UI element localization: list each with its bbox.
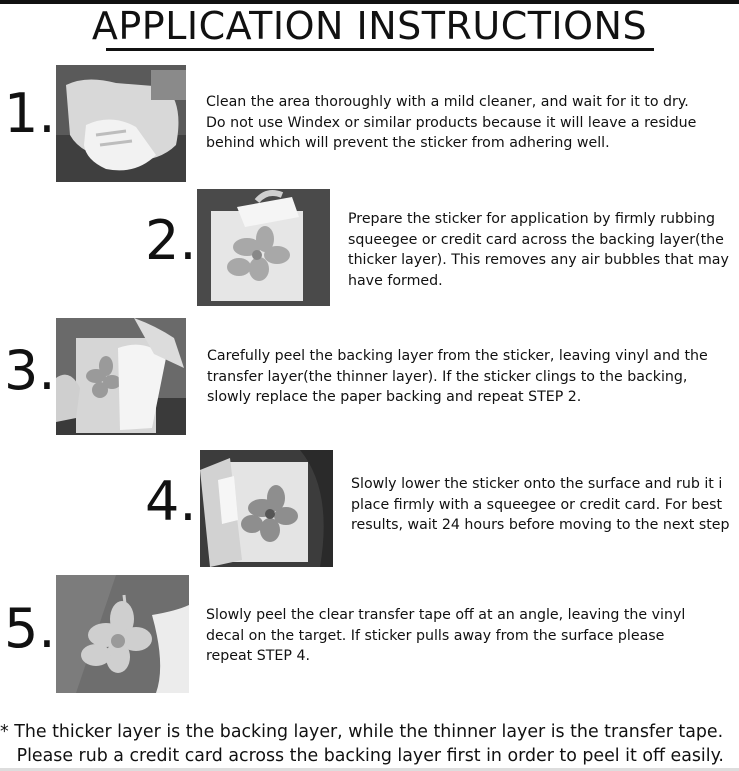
step-description: Prepare the sticker for application by firmly rubbing squeegee or credit card across the backing layer(the thicker layer). This removes any air bubbles that may have formed. (348, 211, 729, 289)
step-number: 1. (4, 82, 56, 145)
step-number: 2. (145, 209, 197, 272)
step-description: Carefully peel the backing layer from the sticker, leaving vinyl and the transfer layer(the thinner layer). If the sticker clings to the backing, slowly replace the paper backing and repeat STEP 2. (207, 348, 708, 405)
title-underline (106, 48, 654, 51)
step-description: Clean the area thoroughly with a mild cleaner, and wait for it to dry. Do not use Windex or similar products because it will leave a residue behind which will prevent the sticker from adhering well. (206, 94, 697, 151)
step-5-photo-finished (56, 575, 189, 693)
step-number: 5. (4, 597, 56, 660)
page-title: APPLICATION INSTRUCTIONS (91, 4, 648, 48)
step-3-photo-peeling (56, 318, 186, 435)
step-4-photo-applying (200, 450, 333, 567)
step-2-photo-squeegee (197, 189, 330, 306)
step-1-photo-cleaning (56, 65, 186, 182)
step-description: Slowly peel the clear transfer tape off at an angle, leaving the vinyl decal on the target. If sticker pulls away from the surface please repeat STEP 4. (206, 607, 686, 664)
step-number: 4. (145, 470, 197, 533)
footnote: * The thicker layer is the backing layer, while the thinner layer is the transfer tape. Please rub a credit card across the backing layer first in order to peel it off easily. (0, 722, 724, 766)
step-description: Slowly lower the sticker onto the surface and rub it i place firmly with a squeegee or credit card. For best results, wait 24 hours before moving to the next step (351, 476, 730, 533)
step-number: 3. (4, 339, 56, 402)
